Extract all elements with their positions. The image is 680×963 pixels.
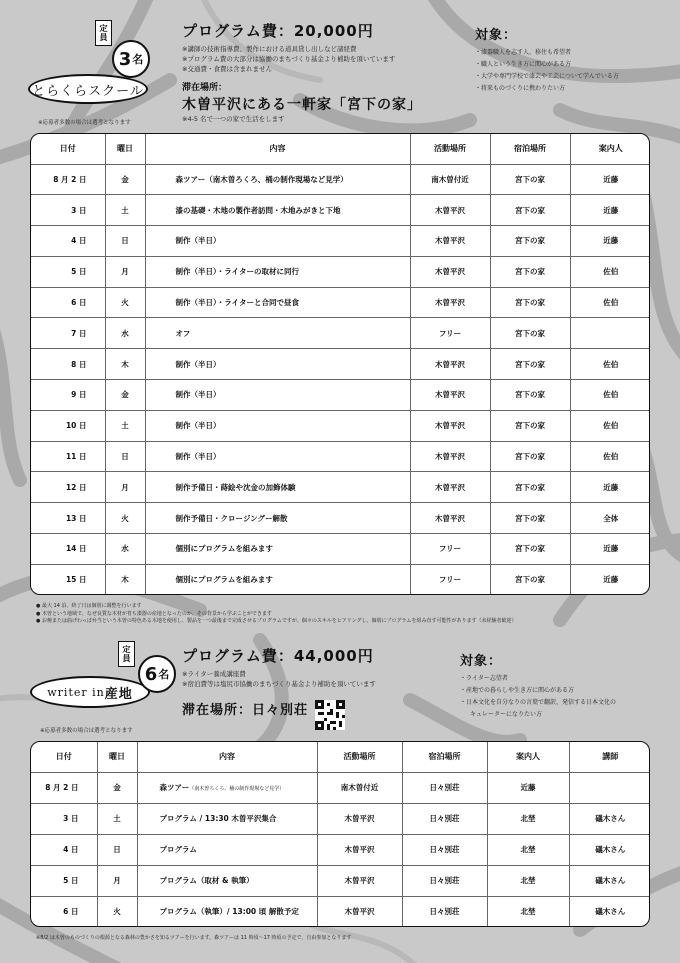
table-row bbox=[31, 896, 650, 926]
cell-date: 6 日 bbox=[31, 896, 97, 926]
table-row bbox=[31, 803, 650, 834]
cell-guide: 北埜 bbox=[487, 896, 569, 926]
cell-day: 土 bbox=[105, 195, 145, 226]
cell-day: 日 bbox=[97, 834, 137, 865]
footnotes-1 bbox=[36, 603, 656, 626]
cell-instructor bbox=[569, 772, 650, 803]
apply-note: ※応募者多数の場合は選考となります bbox=[40, 728, 133, 734]
cell-place: 木曽平沢 bbox=[317, 865, 402, 896]
cell-content: オフ bbox=[145, 318, 410, 349]
header-place: 活動場所 bbox=[317, 742, 402, 772]
cell-guide: 佐伯 bbox=[570, 349, 650, 380]
cell-lodging: 宮下の家 bbox=[490, 195, 570, 226]
cell-guide: 佐伯 bbox=[570, 441, 650, 472]
cell-day: 金 bbox=[105, 164, 145, 195]
target-block bbox=[475, 24, 675, 95]
cell-content: 個別にプログラムを組みます bbox=[145, 564, 410, 594]
table-row bbox=[31, 226, 650, 257]
stay-label: 滞在場所： bbox=[182, 83, 228, 93]
cell-day: 土 bbox=[97, 803, 137, 834]
cell-content: 制作（半日） bbox=[145, 410, 410, 441]
cell-day: 日 bbox=[105, 226, 145, 257]
footnote: ● 木曽という地域で、なぜ良質な木材が育ち漆器の産地となったのか、その背景から学ぶことができます bbox=[36, 610, 272, 617]
cell-guide: 近藤 bbox=[487, 772, 569, 803]
cell-day: 火 bbox=[105, 287, 145, 318]
table-row bbox=[31, 318, 650, 349]
cell-day: 火 bbox=[105, 503, 145, 534]
cell-lodging: 宮下の家 bbox=[490, 503, 570, 534]
stay-name: 木曽平沢にある一軒家「宮下の家」 bbox=[182, 97, 422, 113]
target-item: ・ ライター志望者 bbox=[460, 673, 675, 685]
table-row bbox=[31, 410, 650, 441]
cell-content: 制作（半日）・ライターと合同で昼食 bbox=[145, 287, 410, 318]
cell-place: 木曽平沢 bbox=[410, 441, 490, 472]
capacity-circle bbox=[138, 655, 176, 693]
target-title: 対象： bbox=[460, 654, 503, 669]
capacity-number: 3 bbox=[118, 48, 132, 70]
cell-day: 月 bbox=[105, 256, 145, 287]
cell-lodging: 宮下の家 bbox=[490, 256, 570, 287]
cell-place: 木曽平沢 bbox=[410, 287, 490, 318]
cell-lodging: 宮下の家 bbox=[490, 226, 570, 257]
school-name: とらくらスクール bbox=[32, 83, 144, 99]
fee-note: ※交通費・食費は含まれません bbox=[182, 65, 272, 73]
cell-content bbox=[137, 803, 317, 834]
target-item: ・ 漆器職人を志す人、移住も希望者 bbox=[475, 47, 675, 59]
header-content: 内容 bbox=[137, 742, 317, 772]
fee-block bbox=[182, 20, 472, 124]
cell-date: 6 日 bbox=[31, 287, 105, 318]
cell-lodging: 宮下の家 bbox=[490, 441, 570, 472]
fee-note: ※プログラム費の大部分は協働のまちづくり基金より補助を頂いています bbox=[182, 55, 396, 63]
cell-place: 南木曽付近 bbox=[410, 164, 490, 195]
target-item-continued: キュレーターになりたい方 bbox=[470, 711, 543, 718]
cell-date: 3 日 bbox=[31, 803, 97, 834]
capacity-tag: 定員 bbox=[118, 641, 135, 667]
table-row bbox=[31, 195, 650, 226]
cell-date: 12 日 bbox=[31, 472, 105, 503]
table-row bbox=[31, 834, 650, 865]
schedule-table-2 bbox=[30, 741, 650, 927]
cell-date: 7 日 bbox=[31, 318, 105, 349]
table-row bbox=[31, 564, 650, 594]
cell-date: 8 月 2 日 bbox=[31, 772, 97, 803]
target-item: ・ 職人という生き方に関心がある方 bbox=[475, 59, 675, 71]
cell-day: 火 bbox=[97, 896, 137, 926]
cell-place: フリー bbox=[410, 564, 490, 594]
capacity-tag: 定員 bbox=[95, 20, 112, 46]
cell-date: 10 日 bbox=[31, 410, 105, 441]
cell-date: 8 月 2 日 bbox=[31, 164, 105, 195]
header-date: 日付 bbox=[31, 134, 105, 164]
cell-day: 水 bbox=[105, 534, 145, 565]
qr-code-icon[interactable] bbox=[315, 700, 345, 730]
cell-guide: 近藤 bbox=[570, 195, 650, 226]
table-row bbox=[31, 287, 650, 318]
cell-guide: 北埜 bbox=[487, 834, 569, 865]
cell-lodging: 宮下の家 bbox=[490, 287, 570, 318]
cell-lodging: 宮下の家 bbox=[490, 380, 570, 411]
cell-place: 木曽平沢 bbox=[317, 834, 402, 865]
cell-date: 4 日 bbox=[31, 226, 105, 257]
content-text: プログラム（執筆）/ 13:00 頃 解散予定 bbox=[159, 906, 299, 916]
table-row bbox=[31, 256, 650, 287]
fee-title: プログラム費：20,000円 bbox=[182, 22, 374, 40]
cell-place: 木曽平沢 bbox=[410, 226, 490, 257]
table-row bbox=[31, 772, 650, 803]
cell-guide: 佐伯 bbox=[570, 410, 650, 441]
cell-instructor: 礒木さん bbox=[569, 803, 650, 834]
cell-guide bbox=[570, 318, 650, 349]
fee-note: ※ライター養成講座費 bbox=[182, 670, 246, 678]
cell-guide: 近藤 bbox=[570, 164, 650, 195]
content-text: プログラム / 13:30 木曽平沢集合 bbox=[159, 814, 277, 824]
school-name-badge bbox=[28, 74, 148, 104]
cell-date: 14 日 bbox=[31, 534, 105, 565]
cell-day: 木 bbox=[105, 564, 145, 594]
cell-place: 木曽平沢 bbox=[410, 410, 490, 441]
content-subnote: （南木曽ろくろ、桶の制作現場など見学） bbox=[189, 786, 285, 793]
capacity-number: 6 bbox=[144, 663, 158, 685]
target-item: ・ 大学や専門学校で漆芸や工芸について学んでいる方 bbox=[475, 71, 675, 83]
fee-note: ※宿泊費等は塩尻市協働のまちづくり基金より補助を頂いています bbox=[182, 680, 376, 688]
cell-guide: 近藤 bbox=[570, 226, 650, 257]
cell-place: 木曽平沢 bbox=[410, 349, 490, 380]
cell-place: 木曽平沢 bbox=[317, 803, 402, 834]
cell-day: 月 bbox=[105, 472, 145, 503]
cell-lodging: 宮下の家 bbox=[490, 349, 570, 380]
content-text: プログラム bbox=[159, 845, 197, 855]
school-name-badge bbox=[30, 676, 150, 708]
cell-place: 木曽平沢 bbox=[410, 256, 490, 287]
cell-date: 13 日 bbox=[31, 503, 105, 534]
cell-lodging: 日々別荘 bbox=[402, 803, 487, 834]
cell-place: 木曽平沢 bbox=[410, 195, 490, 226]
table-row bbox=[31, 349, 650, 380]
header-place: 活動場所 bbox=[410, 134, 490, 164]
fee-note: ※講師の技術指導費、製作における道具貸し出しなど諸経費 bbox=[182, 45, 357, 53]
cell-day: 金 bbox=[105, 380, 145, 411]
cell-lodging: 宮下の家 bbox=[490, 164, 570, 195]
target-item: ・ 産地での暮らしや生き方に関心がある方 bbox=[460, 685, 675, 697]
footnote-2: ※8/2 は木曽のものづくりの根源となる森林の豊かさを知るツアーを行います。森ツアーは 11 時頃〜17 時頃の予定で、自由参加となります bbox=[36, 935, 352, 941]
cell-place: 南木曽付近 bbox=[317, 772, 402, 803]
fee-title: プログラム費：44,000円 bbox=[182, 647, 374, 665]
cell-guide: 佐伯 bbox=[570, 256, 650, 287]
cell-content: 制作（半日） bbox=[145, 380, 410, 411]
cell-guide: 近藤 bbox=[570, 472, 650, 503]
header-guide: 案内人 bbox=[570, 134, 650, 164]
cell-guide: 佐伯 bbox=[570, 380, 650, 411]
header-guide: 案内人 bbox=[487, 742, 569, 772]
cell-content: 制作（半日） bbox=[145, 226, 410, 257]
cell-content bbox=[137, 772, 317, 803]
cell-lodging: 宮下の家 bbox=[490, 472, 570, 503]
cell-content: 森ツアー（南木曽ろくろ、桶の制作現場など見学） bbox=[145, 164, 410, 195]
cell-content: 個別にプログラムを組みます bbox=[145, 534, 410, 565]
footnote: ● 最大 14 泊、終了日は個別に調整を行います bbox=[36, 603, 142, 609]
cell-date: 9 日 bbox=[31, 380, 105, 411]
cell-content: 制作予備日・蒔絵や沈金の加飾体験 bbox=[145, 472, 410, 503]
cell-content: 制作（半日） bbox=[145, 349, 410, 380]
cell-date: 4 日 bbox=[31, 834, 97, 865]
target-item: ・ 将来ものづくりに携わりたい方 bbox=[475, 83, 675, 95]
cell-lodging: 宮下の家 bbox=[490, 318, 570, 349]
table-row bbox=[31, 441, 650, 472]
cell-date: 11 日 bbox=[31, 441, 105, 472]
cell-lodging: 日々別荘 bbox=[402, 865, 487, 896]
header-lodging: 宿泊場所 bbox=[490, 134, 570, 164]
cell-day: 金 bbox=[97, 772, 137, 803]
cell-date: 5 日 bbox=[31, 865, 97, 896]
cell-lodging: 宮下の家 bbox=[490, 534, 570, 565]
table-row bbox=[31, 503, 650, 534]
cell-lodging: 日々別荘 bbox=[402, 834, 487, 865]
content-text: 森ツアー bbox=[159, 783, 190, 793]
cell-instructor: 礒木さん bbox=[595, 906, 626, 916]
header-day: 曜日 bbox=[105, 134, 145, 164]
cell-lodging: 宮下の家 bbox=[490, 410, 570, 441]
cell-place: フリー bbox=[410, 318, 490, 349]
cell-guide: 佐伯 bbox=[570, 287, 650, 318]
cell-day: 土 bbox=[105, 410, 145, 441]
cell-date: 15 日 bbox=[31, 564, 105, 594]
cell-day: 木 bbox=[105, 349, 145, 380]
cell-instructor: 礒木さん bbox=[569, 834, 650, 865]
footnote: ● お椀または曲げわっぱ弁当という木曽の特色ある木地を使用し、製品を一つ最後まで完成させるプログラムですが、個々のスキルをヒアリングし、個別にプログラムを組み直す可能性があります（未経験者歓迎） bbox=[36, 618, 517, 624]
table-row bbox=[31, 164, 650, 195]
target-block bbox=[460, 650, 675, 721]
cell-place: 木曽平沢 bbox=[317, 896, 402, 926]
cell-place: フリー bbox=[410, 534, 490, 565]
header-date: 日付 bbox=[31, 742, 97, 772]
capacity-unit: 名 bbox=[158, 668, 170, 681]
capacity-circle bbox=[112, 40, 150, 78]
cell-place: 木曽平沢 bbox=[410, 380, 490, 411]
school-name-latin: writer in bbox=[47, 685, 105, 699]
cell-instructor: 礒木さん bbox=[569, 865, 650, 896]
cell-place: 木曽平沢 bbox=[410, 472, 490, 503]
cell-guide: 近藤 bbox=[603, 574, 619, 584]
table-row bbox=[31, 534, 650, 565]
target-title: 対象： bbox=[475, 28, 518, 43]
cell-lodging: 日々別荘 bbox=[402, 772, 487, 803]
cell-guide: 全体 bbox=[570, 503, 650, 534]
cell-content bbox=[137, 834, 317, 865]
cell-lodging: 日々別荘 bbox=[402, 896, 487, 926]
content-text: プログラム（取材 & 執筆） bbox=[159, 876, 254, 886]
cell-date: 8 日 bbox=[31, 349, 105, 380]
table-row bbox=[31, 472, 650, 503]
cell-content bbox=[137, 896, 317, 926]
stay-note: ※4-5 名で一つの家で生活をします bbox=[182, 115, 285, 123]
cell-content: 制作（半日）・ライターの取材に同行 bbox=[145, 256, 410, 287]
cell-place: 木曽平沢 bbox=[410, 503, 490, 534]
header-lodging: 宿泊場所 bbox=[402, 742, 487, 772]
cell-guide: 近藤 bbox=[570, 534, 650, 565]
table-row bbox=[31, 865, 650, 896]
cell-content: 制作予備日・クロージングー解散 bbox=[145, 503, 410, 534]
capacity-unit: 名 bbox=[132, 53, 144, 66]
cell-day: 月 bbox=[97, 865, 137, 896]
table-row bbox=[31, 380, 650, 411]
apply-note: ※応募者多数の場合は選考となります bbox=[38, 120, 131, 126]
cell-day: 水 bbox=[105, 318, 145, 349]
target-item: ・ 日本文化を自分なりの言葉で翻訳、発信する日本文化の bbox=[460, 697, 675, 709]
cell-date: 5 日 bbox=[31, 256, 105, 287]
cell-lodging: 宮下の家 bbox=[490, 564, 570, 594]
schedule-table-1 bbox=[30, 133, 650, 595]
cell-day: 日 bbox=[105, 441, 145, 472]
cell-content: 制作（半日） bbox=[145, 441, 410, 472]
cell-content: 漆の基礎・木地の製作者訪問・木地みがきと下地 bbox=[145, 195, 410, 226]
cell-guide: 北埜 bbox=[487, 865, 569, 896]
header-content: 内容 bbox=[145, 134, 410, 164]
header-day: 曜日 bbox=[97, 742, 137, 772]
stay-name: 滞在場所：日々別荘 bbox=[182, 703, 309, 718]
cell-content bbox=[137, 865, 317, 896]
header-instructor: 講師 bbox=[569, 742, 650, 772]
cell-date: 3 日 bbox=[31, 195, 105, 226]
school-name-jp: 産地 bbox=[104, 686, 133, 702]
cell-guide: 北埜 bbox=[487, 803, 569, 834]
